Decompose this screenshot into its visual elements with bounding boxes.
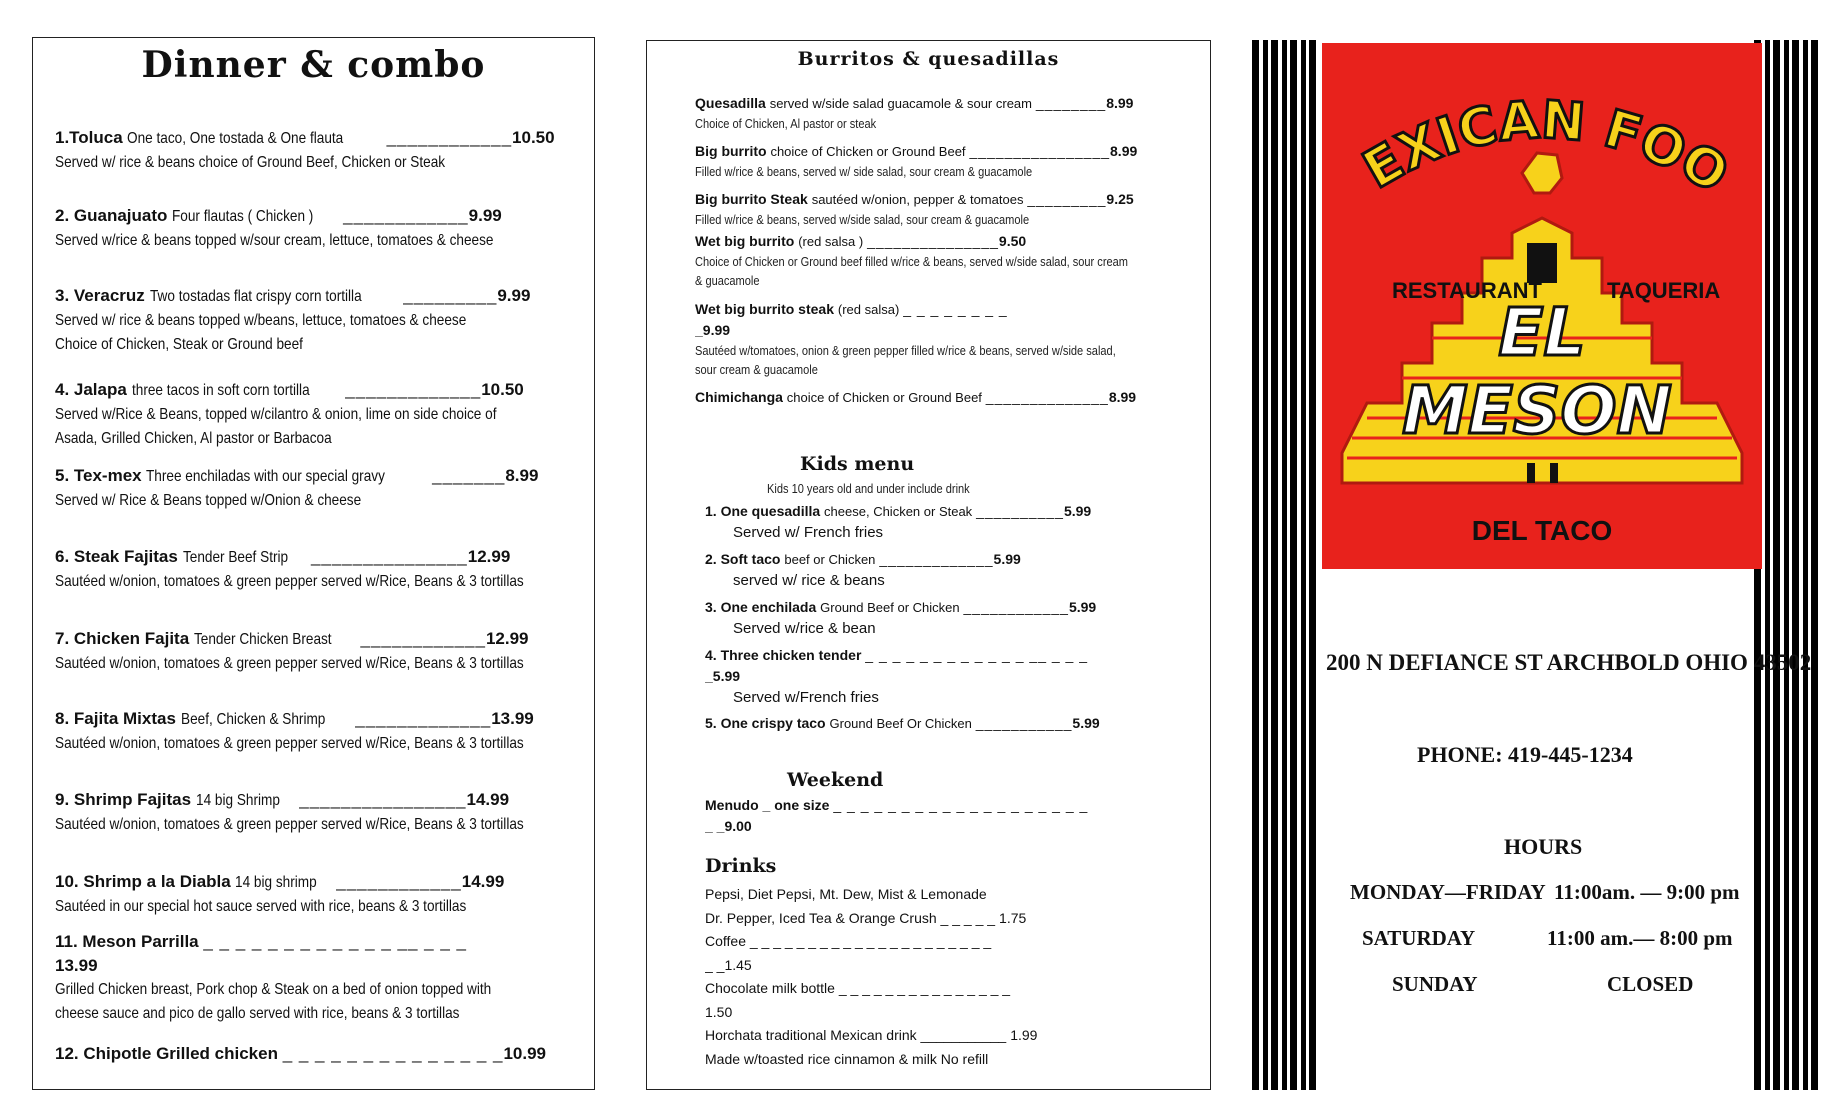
kids-item bbox=[705, 549, 1188, 592]
dinner-item-description: Sautéed in our special hot sauce served with rice, beans & 3 tortillas bbox=[55, 898, 467, 915]
dinner-item-price: 9.99 bbox=[468, 206, 502, 225]
pyramid-logo-graphic bbox=[1322, 43, 1762, 569]
burritos-item bbox=[695, 189, 1188, 229]
temple-door-icon bbox=[1527, 243, 1557, 283]
hours-time: 11:00am. — 9:00 pm bbox=[1554, 880, 1740, 904]
hours-day: MONDAY—FRIDAY bbox=[1350, 880, 1546, 904]
dinner-item-price: 8.99 bbox=[505, 466, 539, 485]
dinner-item-price: 10.50 bbox=[512, 128, 555, 147]
menu-item-price: _ _9.00 bbox=[705, 818, 752, 834]
menu-item-description: Choice of Chicken, Al pastor or steak bbox=[695, 116, 877, 131]
dinner-item-name: 12. Chipotle Grilled chicken bbox=[55, 1044, 278, 1063]
menu-item-price-line bbox=[695, 320, 1188, 341]
dinner-item-desc: Four flautas ( Chicken ) bbox=[172, 208, 314, 225]
dinner-item-name: 11. Meson Parrilla bbox=[55, 932, 199, 951]
menu-item-name: 2. Soft taco bbox=[705, 551, 781, 567]
dinner-item-name: 8. Fajita Mixtas bbox=[55, 709, 176, 728]
left-stripes bbox=[1252, 40, 1318, 1090]
dinner-item-desc: Tender Beef Strip bbox=[182, 549, 288, 566]
dinner-item-name: 2. Guanajuato bbox=[55, 206, 168, 225]
drink-text: 1.50 bbox=[705, 1003, 733, 1020]
restaurant-label: RESTAURANT bbox=[1392, 278, 1542, 303]
menu-item-desc: choice of Chicken or Ground Beef bbox=[770, 144, 966, 159]
dinner-item-leader: _ _ _ _ _ _ _ _ _ _ _ _ __ _ _ _ bbox=[203, 932, 467, 951]
bird-statue-icon bbox=[1522, 153, 1562, 193]
dinner-item-desc: three tacos in soft corn tortilla bbox=[131, 382, 310, 399]
dinner-item-name: 7. Chicken Fajita bbox=[55, 629, 190, 648]
menu-item-name: Quesadilla bbox=[695, 95, 766, 111]
dinner-item-leader: ____________ bbox=[336, 872, 462, 891]
menu-item-desc: Ground Beef or Chicken bbox=[820, 600, 960, 615]
drinks-title: Drinks bbox=[705, 855, 777, 877]
dinner-item-description: Choice of Chicken, Steak or Ground beef bbox=[55, 336, 303, 353]
dinner-item-leader: _______________ bbox=[310, 547, 468, 566]
dinner-item-leader: _____________ bbox=[345, 380, 482, 399]
menu-item-name: 1. One quesadilla bbox=[705, 503, 821, 519]
dinner-item bbox=[55, 930, 572, 1026]
drink-text: _ _1.45 bbox=[705, 956, 752, 973]
dinner-item bbox=[55, 204, 572, 253]
dinner-item-leader: ____________ bbox=[360, 629, 486, 648]
burritos-item bbox=[695, 299, 1188, 379]
dinner-item-price-line bbox=[55, 954, 572, 978]
menu-item-price: 8.99 bbox=[1110, 143, 1138, 159]
dinner-item-desc: Three enchiladas with our special gravy bbox=[146, 468, 386, 485]
burritos-item bbox=[695, 231, 1188, 290]
menu-item-leader: _ _ _ _ _ _ _ _ bbox=[903, 301, 1008, 317]
menu-item-line bbox=[705, 549, 1188, 570]
drink-text: Dr. Pepper, Iced Tea & Orange Crush _ _ _ _ _ bbox=[705, 909, 996, 926]
menu-item-leader: _________ bbox=[1027, 191, 1107, 207]
dinner-item-desc: Tender Chicken Breast bbox=[193, 631, 332, 648]
menu-item-leader: ________ bbox=[1035, 95, 1107, 111]
menu-item-price: _5.99 bbox=[705, 668, 741, 684]
dinner-item bbox=[55, 707, 572, 756]
drink-line bbox=[705, 907, 1188, 931]
drink-text: Horchata traditional Mexican drink ___________ bbox=[705, 1027, 1007, 1043]
menu-item-line bbox=[705, 645, 1188, 666]
menu-item-line bbox=[705, 501, 1188, 522]
dinner-item-leader: ____________ bbox=[386, 128, 513, 147]
burritos-item bbox=[695, 141, 1188, 181]
menu-item-price: _9.99 bbox=[695, 322, 731, 338]
menu-item-desc: served w/side salad guacamole & sour cream bbox=[769, 96, 1032, 111]
menu-item-line bbox=[695, 93, 1188, 114]
dinner-item bbox=[55, 627, 572, 676]
dinner-item-line bbox=[55, 545, 572, 570]
el-label: EL bbox=[1498, 294, 1586, 371]
menu-item-leader: _______________ bbox=[867, 233, 999, 249]
drinks-list bbox=[705, 883, 1188, 1071]
dinner-item-description: Asada, Grilled Chicken, Al pastor or Barbacoa bbox=[55, 430, 332, 447]
dinner-item-description: Sautéed w/onion, tomatoes & green pepper served w/Rice, Beans & 3 tortillas bbox=[55, 816, 524, 833]
menu-item-line bbox=[705, 597, 1188, 618]
menu-item-line bbox=[695, 189, 1188, 210]
menu-item-description: Choice of Chicken or Ground beef filled w/rice & beans, served w/side salad, sour cream bbox=[695, 254, 1129, 269]
hours-time: CLOSED bbox=[1607, 972, 1694, 996]
hours-day: SATURDAY bbox=[1362, 926, 1476, 950]
dinner-item-name: 1.Toluca bbox=[55, 128, 123, 147]
menu-item-leader: __________ bbox=[976, 503, 1064, 519]
drink-line bbox=[705, 1001, 1188, 1025]
dinner-item-description: Grilled Chicken breast, Pork chop & Steak on a bed of onion topped with bbox=[55, 981, 492, 998]
weekend-title: Weekend bbox=[787, 769, 884, 791]
brand-panel bbox=[1252, 40, 1820, 1090]
dinner-item bbox=[55, 788, 572, 837]
menu-item-leader: ___________ bbox=[975, 715, 1073, 731]
dinner-item-name: 9. Shrimp Fajitas bbox=[55, 790, 192, 809]
dinner-item-name: 6. Steak Fajitas bbox=[55, 547, 178, 566]
dinner-item bbox=[55, 126, 572, 175]
dinner-item-description: cheese sauce and pico de gallo served with rice, beans & 3 tortillas bbox=[55, 1005, 460, 1022]
meson-label: MESON bbox=[1402, 372, 1672, 449]
drink-line bbox=[705, 883, 1188, 907]
menu-item-line bbox=[695, 231, 1188, 252]
menu-item-price-line bbox=[705, 666, 1188, 687]
dinner-item-price: 10.50 bbox=[481, 380, 524, 399]
right-stripes bbox=[1754, 40, 1820, 1090]
menu-item-desc: Ground Beef Or Chicken bbox=[829, 716, 972, 731]
dinner-item-leader: _________ bbox=[403, 286, 498, 305]
dinner-item-price: 13.99 bbox=[491, 709, 534, 728]
dinner-item-name: 5. Tex-mex bbox=[55, 466, 142, 485]
drink-text: Made w/toasted rice cinnamon & milk No refill bbox=[705, 1050, 989, 1067]
menu-item-name: Big burrito bbox=[695, 143, 767, 159]
menu-item-line bbox=[695, 299, 1188, 320]
el-meson-logo bbox=[1322, 43, 1762, 569]
dinner-item-description: Sautéed w/onion, tomatoes & green pepper served w/Rice, Beans & 3 tortillas bbox=[55, 655, 524, 672]
menu-item-price: 5.99 bbox=[1072, 715, 1100, 731]
menu-item-description: Filled w/rice & beans, served w/side salad, sour cream & guacamole bbox=[695, 212, 1030, 227]
drink-text: Coffee _ _ _ _ _ _ _ _ _ _ _ _ _ _ _ _ _ _ _ _ _ bbox=[705, 933, 992, 949]
menu-item-price: 9.50 bbox=[998, 233, 1027, 249]
dinner-item-line bbox=[55, 204, 572, 229]
burritos-item bbox=[695, 93, 1188, 133]
dinner-combo-title: Dinner & combo bbox=[141, 44, 486, 86]
dinner-item-line bbox=[55, 126, 572, 151]
kids-item bbox=[705, 645, 1188, 709]
menu-item-name: Menudo _ one size bbox=[705, 797, 830, 813]
dinner-item-leader: _______ bbox=[432, 466, 506, 485]
menu-item-description: & guacamole bbox=[695, 273, 760, 288]
dinner-combo-panel bbox=[32, 37, 595, 1090]
dinner-item-description: Served w/ rice & beans choice of Ground Beef, Chicken or Steak bbox=[55, 154, 446, 171]
dinner-item-description: Sautéed w/onion, tomatoes & green pepper served w/Rice, Beans & 3 tortillas bbox=[55, 573, 524, 590]
menu-item-leader: ____________ bbox=[963, 599, 1069, 615]
drink-line bbox=[705, 977, 1188, 1001]
dinner-item-line bbox=[55, 284, 572, 309]
menu-item-name: 3. One enchilada bbox=[705, 599, 817, 615]
dinner-item-leader: _ _ _ _ _ _ _ _ _ _ _ _ _ _ bbox=[282, 1044, 504, 1063]
dinner-item bbox=[55, 545, 572, 594]
dinner-item-line bbox=[55, 464, 572, 489]
dinner-item bbox=[55, 464, 572, 513]
del-taco-label: DEL TACO bbox=[1471, 515, 1613, 546]
dinner-item bbox=[55, 870, 572, 919]
dinner-item-line bbox=[55, 788, 572, 813]
kids-item bbox=[705, 597, 1188, 640]
menu-item-line bbox=[695, 141, 1188, 162]
drink-line bbox=[705, 930, 1188, 954]
menu-item-leader: ________________ bbox=[969, 143, 1111, 159]
menu-item-price: 9.25 bbox=[1106, 191, 1134, 207]
dinner-item-price: 12.99 bbox=[485, 629, 529, 648]
drink-price: 1.99 bbox=[1010, 1027, 1038, 1043]
address: 200 N DEFIANCE ST ARCHBOLD OHIO 43502 bbox=[1326, 650, 1812, 675]
kids-item-side: Served w/rice & bean bbox=[733, 620, 876, 637]
menu-item-name: Big burrito Steak bbox=[695, 191, 808, 207]
dinner-item-name: 4. Jalapa bbox=[55, 380, 127, 399]
dinner-item-price: 10.99 bbox=[503, 1044, 546, 1063]
dinner-item-description: Served w/Rice & Beans, topped w/cilantro & onion, lime on side choice of bbox=[55, 406, 497, 423]
dinner-item-leader: _____________ bbox=[355, 709, 492, 728]
dinner-item-price: 12.99 bbox=[467, 547, 511, 566]
dinner-item-line bbox=[55, 1042, 572, 1066]
dinner-item-line bbox=[55, 930, 572, 954]
dinner-item-description: Served w/ Rice & Beans topped w/Onion & cheese bbox=[55, 492, 362, 509]
menu-item-name: 4. Three chicken tender bbox=[705, 647, 862, 663]
kids-item bbox=[705, 713, 1188, 734]
dinner-item-desc: 14 big Shrimp bbox=[195, 792, 280, 809]
menu-item-leader: _ _ _ _ _ _ _ _ _ _ _ _ _ _ _ _ _ _ _ bbox=[833, 797, 1089, 813]
drink-line bbox=[705, 1024, 1188, 1048]
hours-title: HOURS bbox=[1504, 834, 1583, 859]
menu-item-name: Wet big burrito steak bbox=[695, 301, 834, 317]
dinner-item-name: 3. Veracruz bbox=[55, 286, 145, 305]
dinner-item-desc: 14 big shrimp bbox=[235, 874, 318, 891]
menu-item-description: Filled w/rice & beans, served w/ side salad, sour cream & guacamole bbox=[695, 164, 1033, 179]
dinner-item-price: 13.99 bbox=[55, 956, 98, 975]
menu-item-desc: (red salsa ) bbox=[798, 234, 864, 249]
dinner-item-line bbox=[55, 870, 572, 895]
kids-item-side: Served w/French fries bbox=[733, 689, 879, 706]
phone-number: PHONE: 419-445-1234 bbox=[1417, 742, 1633, 767]
weekend-item bbox=[705, 795, 1188, 837]
dinner-item-description: Sautéed w/onion, tomatoes & green pepper served w/Rice, Beans & 3 tortillas bbox=[55, 735, 524, 752]
dinner-item-description: Served w/ rice & beans topped w/beans, lettuce, tomatoes & cheese bbox=[55, 312, 467, 329]
dinner-item-price: 9.99 bbox=[497, 286, 531, 305]
menu-item-name: 5. One crispy taco bbox=[705, 715, 826, 731]
drink-text: Chocolate milk bottle _ _ _ _ _ _ _ _ _ _ _ _ _ _ _ bbox=[705, 980, 1011, 996]
menu-item-price: 5.99 bbox=[993, 551, 1021, 567]
menu-item-desc: sautéed w/onion, pepper & tomatoes bbox=[811, 192, 1024, 207]
menu-item-price: 8.99 bbox=[1108, 389, 1137, 405]
drink-price: 1.75 bbox=[999, 909, 1027, 926]
menu-item-desc: (red salsa) bbox=[837, 302, 900, 317]
menu-item-price: 5.99 bbox=[1068, 599, 1097, 615]
drink-text: Pepsi, Diet Pepsi, Mt. Dew, Mist & Lemonade bbox=[705, 886, 987, 902]
dinner-item bbox=[55, 378, 572, 451]
dinner-item-desc: Beef, Chicken & Shrimp bbox=[180, 711, 326, 728]
kids-item-side: served w/ rice & beans bbox=[733, 572, 885, 589]
dinner-item-line bbox=[55, 378, 572, 403]
menu-item-line bbox=[705, 795, 1188, 816]
menu-item-desc: cheese, Chicken or Steak bbox=[824, 504, 973, 519]
menu-item-desc: beef or Chicken bbox=[784, 552, 876, 567]
taqueria-label: TAQUERIA bbox=[1607, 278, 1721, 303]
mexican-food-headline: EXICAN FOO bbox=[1353, 90, 1739, 206]
dinner-item-desc: One taco, One tostada & One flauta bbox=[127, 130, 344, 147]
kids-menu-title: Kids menu bbox=[800, 453, 915, 475]
dinner-item-line bbox=[55, 627, 572, 652]
kids-item-side: Served w/ French fries bbox=[733, 524, 884, 541]
dinner-item-price: 14.99 bbox=[461, 872, 505, 891]
dinner-item-leader: ____________ bbox=[343, 206, 469, 225]
dinner-item-name: 10. Shrimp a la Diabla bbox=[55, 872, 231, 891]
drink-line bbox=[705, 1048, 1188, 1072]
menu-item-price: 8.99 bbox=[1106, 95, 1134, 111]
hours-time: 11:00 am.— 8:00 pm bbox=[1547, 926, 1733, 950]
dinner-item bbox=[55, 1042, 572, 1066]
burritos-panel bbox=[646, 40, 1211, 1090]
menu-item-name: Chimichanga bbox=[695, 389, 783, 405]
dinner-item-price: 14.99 bbox=[466, 790, 510, 809]
menu-item-line bbox=[705, 713, 1188, 734]
kids-item bbox=[705, 501, 1188, 544]
dinner-item-desc: Two tostadas flat crispy corn tortilla bbox=[149, 288, 362, 305]
menu-item-desc: choice of Chicken or Ground Beef bbox=[786, 390, 982, 405]
menu-item-leader: ______________ bbox=[985, 389, 1109, 405]
dinner-item-line bbox=[55, 707, 572, 732]
dinner-item bbox=[55, 284, 572, 357]
menu-item-name: Wet big burrito bbox=[695, 233, 795, 249]
drink-line bbox=[705, 954, 1188, 978]
hours-day: SUNDAY bbox=[1392, 972, 1478, 996]
dinner-item-leader: ________________ bbox=[299, 790, 467, 809]
menu-item-description: Sautéed w/tomatoes, onion & green pepper filled w/rice & beans, served w/side salad, bbox=[695, 343, 1116, 358]
dinner-item-description: Served w/rice & beans topped w/sour cream, lettuce, tomatoes & cheese bbox=[55, 232, 494, 249]
burritos-item bbox=[695, 387, 1188, 408]
menu-item-line bbox=[695, 387, 1188, 408]
menu-item-leader: _____________ bbox=[879, 551, 994, 567]
burritos-title: Burritos & quesadillas bbox=[797, 48, 1060, 70]
menu-item-description: sour cream & guacamole bbox=[695, 362, 818, 377]
menu-item-price: 5.99 bbox=[1063, 503, 1092, 519]
kids-menu-note: Kids 10 years old and under include drink bbox=[767, 481, 970, 496]
menu-item-leader: _ _ _ _ _ _ _ _ _ _ _ _ __ _ _ _ bbox=[865, 647, 1089, 663]
